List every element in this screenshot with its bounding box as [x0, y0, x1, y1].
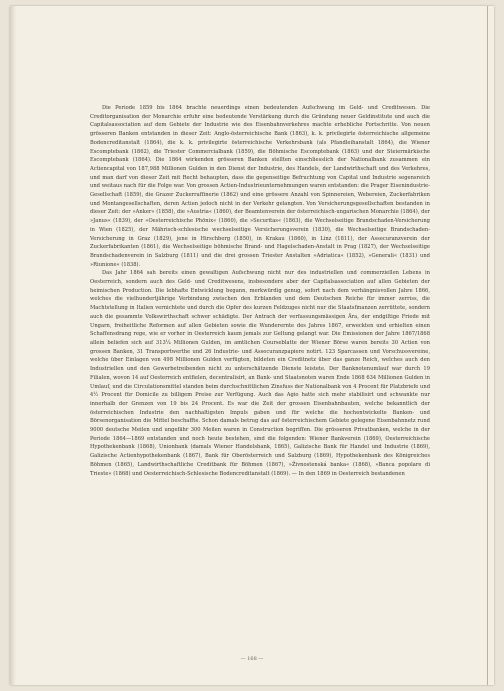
page-binding-edge	[10, 6, 16, 685]
page-number: — 168 —	[240, 656, 264, 662]
page-edge-line	[487, 6, 488, 685]
body-text	[90, 104, 430, 478]
paragraph-2: Das Jahr 1864 sah bereits einen gewaltigen Aufschwung nicht nur des industriellen und commerziellen Lebens in Oesterreich, sondern auch des Geld- und Creditwesens, insbesondere aber der Capitalsassociation auf allen Gebieten der heimischen Production. Die lebhafte Entwicklung begann, merkwürdig genug, sofort nach dem verhängnisvollen Jahre 1866, welches die vielhundertjährige Verbindung zwischen den Erblanden und dem Deutschen Reiche für immer zerriss, die Machtstellung in Italien vernichtete und durch die Opfer des kurzen Feldzuges nicht nur die Staatsfinanzen zerrüttete, sondern auch die gesammte Volkswirthschaft schwer schädigte. Der Antrach der verfassungsmässigen Ära, der endgiltige Friede mit Ungarn, freiheitliche Reformen auf allen Gebieten sowie die Wunderernte des Jahres 1867, erweckten und erhielten einen Schaffensdrang rege, wie er vorher in Oesterreich kaum jemals zur Geltung gelangt war. Die Emissionen der Jahre 1867/1868 allein beliefen sich auf 313¼ Millionen Gulden, im amtlichen Courseblatte der Wiener Börse waren bereits 30 Actien von grossen Banken, 31 Transportwerthe und 26 Industrie- und Assecuranzpapiere notirt. 123 Sparcassen und Vorschussvereine, welche über Einlagen von 498 Millionen Gulden verfügten, bildeten ein Creditnetz über das ganze Reich, welches auch den Industriellen und den Gewerbetreibenden nicht zu unterschätzende Dienste leistete. Der Banknotenumlauf war durch 19 Filialen, wovon 14 auf Oesterreich entfielen, decentralisirt, an Bank- und Staatsnoten waren Ende 1868 634 Millionen Gulden in Umlauf, und die Circulationsmittel standen beim durchschnittlichen Zinsfuss der Nationalbank von 4 Procent für Platzbriefe und 4½ Procent für Domicile zu billigem Preise zur Verfügung. Auch das Agio hatte sich mehr stabilisirt und schwankte nur innerhalb der Grenzen von 19 bis 24 Procent. Es war die Zeit der grossen Eisenbahnbauten, welche bekanntlich der österreichischen Industrie den nachhaltigsten Impuls gaben und für welche die hochentwickelte Banken- und Börsenorganisation die Mittel beschaffte. Schon damals betrug das auf österreichischem Gebiete gelegene Eisenbahnnetz rund 9000 deutsche Meilen und ungefähr 300 Meilen waren in Construction begriffen. Die grösseren Privatbanken, welche in der Periode 1864—1869 entstanden und noch heute bestehen, sind die folgenden: Wiener Bankverein (1869), Oesterreichische Hypothekenbank (1868), Unionbank (damals Wiener Handelsbank, 1865), Galizische Bank für Handel und Industrie (1869), Galizische Actienhypothekenbank (1867), Bank für Oberösterreich und Salzburg (1869), Hypothekenbank des Königreiches Böhmen (1865), Landwirthschaftliche Creditbank für Böhmen (1867), »Živnostenská banka« (1868), »Banca popolare di Trieste« (1868) und Oesterreichisch-Schlesische Bodencreditanstalt (1869). — In den 1869 in Oesterreich bestandenen	[90, 270, 430, 477]
paragraph-1: Die Periode 1859 bis 1864 brachte neuerdings einen bedeutenden Aufschwung im Geld- und Creditwesen. Die Creditorganisation der Monarchie erfuhr eine bedeutende Verstärkung durch die Gründung neuer Geldinstitute und auch die Capitalsassociation auf dem Gebiete der Industrie wie des Eisenbahnverkehres machte erhebliche Fortschritte. Von neuen grösseren Banken entstanden in dieser Zeit: Anglo-österreichische Bank (1863), k. k. privilegirte österreichische allgemeine Bodencreditanstalt (1864), die k. k. privilegirte österreichische Verkehrsbank (als Pfandleihanstalt 1864), die Wiener Escomptebank (1862), die Triester Commercialbank (1859), die Böhmische Escomptebank (1863) und der Steiermärkische Escomptebank (1864). Die 1864 wirkenden grösseren Banken stellten einschliesslich der Nationalbank zusammen ein Actiencapital von 187,988 Millionen Gulden in den Dienst der Industrie, des Handels, der Landwirthschaft und des Verkehres, und man darf von dieser Zeit mit Recht behaupten, dass die gegenseitige Befruchtung von Capital und Industrie segensreich und weitaus nach für die Folge war. Von grossen Actien-Industrieunternehmungen waren entstanden: die Prager Eisenindustrie-Gesellschaft (1859), die Grazer Zuckerraffinerie (1862) und eine grössere Anzahl von Spinnereien, Webereien, Zuckerfabriken und Montangesellschaften, deren Actien jedoch nicht in der Verkehr gelangten. Von Versicherungsgesellschaften bestanden in dieser Zeit: der »Anker« (1858), die »Austria« (1860), der Beamtenverein der österreichisch-ungarischen Monarchie (1864), der »Janus« (1839), der »Oesterreichische Phönix« (1860), die »Securitas« (1863), die Wechselseitige Brandschaden-Versicherung in Wien (1825), der Mährisch-schlesische wechselseitige Versicherungsverein (1830), die Wechselseitige Brandschaden-Versicherung in Graz (1829), jene in Hirschberg (1850), in Krakau (1860), in Linz (1811), der Assecuranzverein der Zuckerfabrikanten (1861), die Wechselseitige böhmische Brand- und Hagelschaden-Anstalt in Prag (1827), der Wechselseitige Brandschadenverein in Salzburg (1811) und die drei grossen Triester Anstalten »Adriatica« (1852), »Generali« (1831) und »Riunione« (1838).	[90, 105, 430, 268]
document-page	[10, 6, 494, 685]
